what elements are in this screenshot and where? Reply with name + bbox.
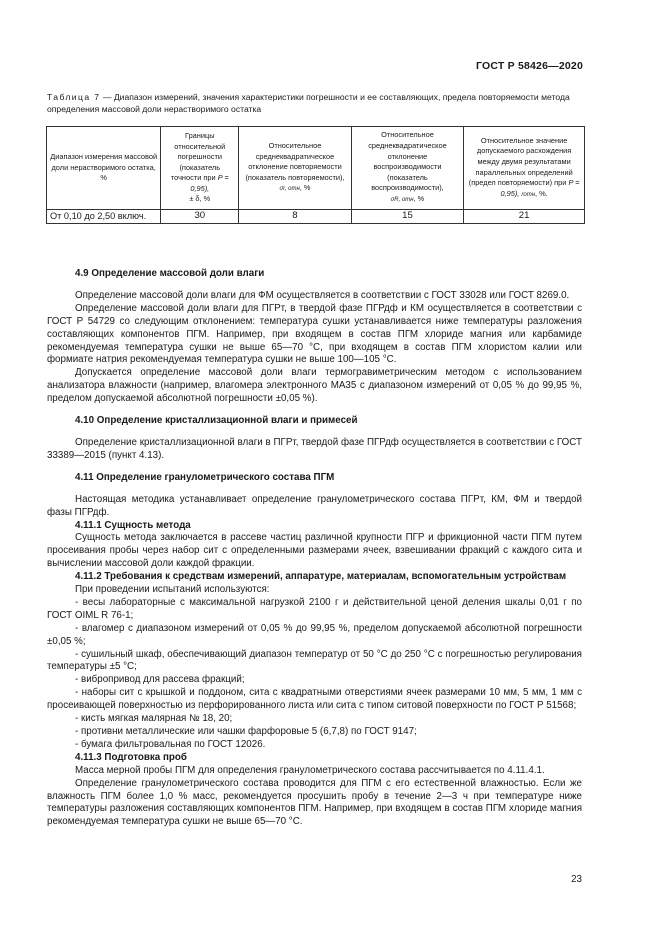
table-caption — [47, 92, 582, 115]
section-4-9-title: 4.9 Определение массовой доли влаги — [75, 268, 265, 279]
header-r-symbol: rотн — [521, 191, 536, 198]
list-item: - бумага фильтровальная по ГОСТ 12026. — [75, 738, 266, 750]
section-4-11-3-title: 4.11.3 Подготовка проб — [75, 751, 187, 763]
paragraph: Определение кристаллизационной влаги в ПГРт, твердой фазе ПГРдф осуществляется в соответствии с ГОСТ 33389—2015 (пункт 4.13). — [47, 436, 582, 461]
header-sigma-R-text: Относительное среднеквадратическое отклонение воспроизводимости (показатель воспроизводимости), — [368, 130, 447, 193]
paragraph: Определение массовой доли влаги для ПГРт, в твердой фазе ПГРдф и КМ осуществляется в соответствии с ГОСТ Р 54729 со следующим отклонением: температура сушки устанавливается ниже температуры разложения составляющих компонентов ПГМ. Например, при входящем в состав ПГМ хлориде магния или карбамиде рекомендуемая температура сушки не выше 65—70 °С, при входящем в состав ПГМ хлористом калии или формиате натрия рекомендуемая температура сушки не выше 100—105 °С. — [47, 302, 582, 366]
table-header-row — [47, 127, 585, 210]
paragraph: При проведении испытаний используются: — [75, 584, 270, 596]
document-header: ГОСТ Р 58426—2020 — [475, 60, 583, 72]
list-item: - влагомер с диапазоном измерений от 0,05 % до 99,95 %, пределом допускаемой абсолютной погрешности ±0,05 %; — [47, 622, 582, 647]
table-caption-text: — Диапазон измерений, значения характеристики погрешности и ее составляющих, предела повторяемости метода определения массовой доли нерастворимого остатка — [47, 92, 570, 114]
list-item: - вибропривод для рассева фракций; — [75, 674, 245, 686]
table-row — [47, 210, 585, 224]
header-r — [464, 127, 585, 210]
header-delta-symbol: ± δ, % — [189, 194, 211, 204]
paragraph: Сущность метода заключается в рассеве частиц различной крупности ПГР и фрикционной части ПГМ путем просеивания пробы через набор сит с определенными размерами ячеек, взвешивании фракций с каждого сита и вычислении массовой доли каждой фракции. — [47, 532, 582, 570]
header-sigma-r-symbol: σr, отн — [279, 186, 300, 193]
section-4-11-2-title: 4.11.2 Требования к средствам измерений, аппаратуре, материалам, вспомогательным устройствам — [75, 571, 567, 583]
header-range — [47, 127, 161, 210]
list-item: - сушильный шкаф, обеспечивающий диапазон температур от 50 °С до 250 °С с погрешностью регулирования температуры ±5 °С; — [47, 648, 582, 673]
measurement-table — [46, 126, 585, 224]
header-r-text: Относительное значение допускаемого расхождения между двумя результатами параллельных определений (предел повторяемости) при — [468, 135, 573, 188]
paragraph: Определение гранулометрического состава проводится для ПГМ с его естественной влажностью. Если же влажность ПГМ более 1,0 % масс, рекомендуется просушить пробу в течение 2—3 ч при температуре ниже температуры разложения составляющих компонентов ПГМ. Например, при входящем в состав ПГМ хлориде магния рекомендуемая температура сушки не выше 65—70 °С. — [47, 777, 582, 828]
document-body — [47, 268, 582, 829]
header-delta-text: Границы относительной погрешности (показатель точности при — [170, 130, 226, 183]
header-delta-p: P = 0,95), — [190, 173, 229, 193]
table-caption-label: Таблица 7 — [47, 92, 101, 102]
header-delta — [161, 127, 239, 210]
section-4-10-title: 4.10 Определение кристаллизационной влаги и примесей — [75, 415, 358, 427]
list-item: - наборы сит с крышкой и поддоном, сита с квадратными отверстиями ячеек размерами 10 мм, 5 мм, 1 мм с просеивающей поверхностью из перфорированного листа или сита с типом ситовой поверхности по ГОСТ Р 51568; — [47, 687, 582, 712]
header-r-unit: , %. — [535, 188, 548, 198]
list-item: - противни металлические или чашки фарфоровые 5 (6,7,8) по ГОСТ 9147; — [75, 726, 417, 737]
header-sigma-R-unit: , % — [413, 193, 425, 203]
header-sigma-r-unit: , % — [299, 183, 311, 193]
cell-r: 21 — [464, 210, 585, 224]
header-sigma-r — [239, 127, 352, 210]
paragraph: Определение массовой доли влаги для ФМ осуществляется в соответствии с ГОСТ 33028 или ГОСТ 8269.0. — [75, 289, 570, 301]
section-4-11-1-title: 4.11.1 Сущность метода — [75, 519, 191, 531]
cell-range: От 0,10 до 2,50 включ. — [47, 210, 161, 224]
paragraph: Настоящая методика устанавливает определение гранулометрического состава ПГРт, КМ, ФМ и твердой фазы ПГРдф. — [47, 493, 582, 518]
paragraph: Масса мерной пробы ПГМ для определения гранулометрического состава рассчитывается по 4.11.4.1. — [75, 764, 545, 776]
cell-delta: 30 — [161, 210, 239, 224]
header-r-p: P = 0,95), — [500, 178, 580, 198]
paragraph: Допускается определение массовой доли влаги термогравиметрическим методом с использованием анализатора влажности (например, влагомера электронного МА35 с диапазоном измерений от 0,05 % до 99,95 %, пределом допускаемой абсолютной погрешности ±0,05 %). — [47, 367, 582, 405]
header-sigma-r-text: Относительное среднеквадратическое отклонение повторяемости (показатель повторяемости), — [245, 141, 345, 182]
header-sigma-R-symbol: σR, отн — [390, 196, 414, 203]
page-number: 23 — [571, 874, 582, 885]
cell-sigma-r: 8 — [239, 210, 352, 224]
header-range-text: Диапазон измерения массовой доли нерастворимого остатка, % — [50, 152, 158, 183]
list-item: - кисть мягкая малярная № 18, 20; — [75, 713, 233, 725]
cell-sigma-R: 15 — [351, 210, 464, 224]
list-item: - весы лабораторные с максимальной нагрузкой 2100 г и действительной ценой деления шкалы 0,01 г по ГОСТ OIML R 76-1; — [47, 596, 582, 621]
section-4-11-title: 4.11 Определение гранулометрического состава ПГМ — [75, 471, 335, 483]
header-sigma-R — [351, 127, 464, 210]
